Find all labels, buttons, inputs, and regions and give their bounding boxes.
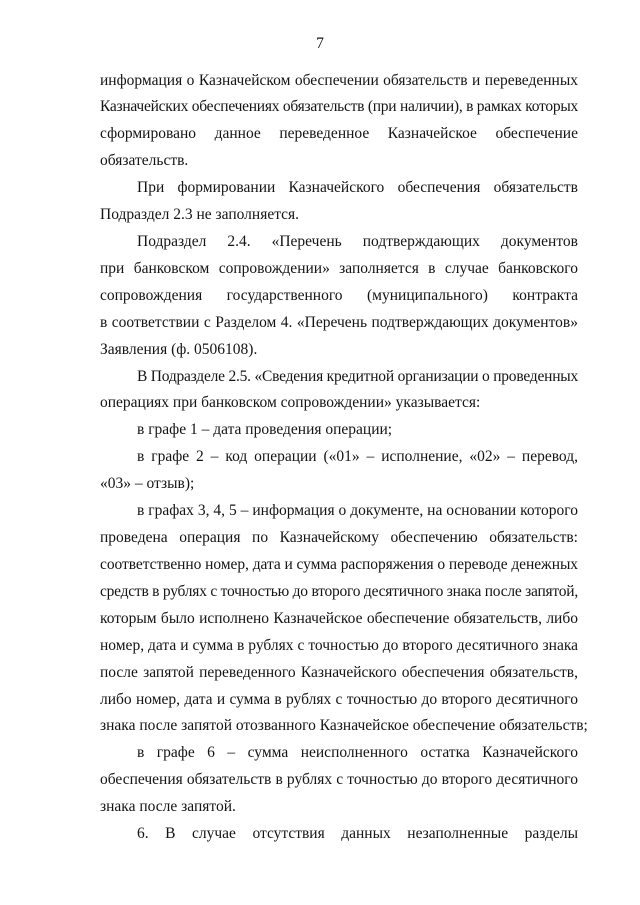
word: обеспечения	[397, 179, 481, 196]
text-line: средств в рублях с точностью до второго десятичного знака после запятой,	[100, 583, 578, 600]
text-line: информация о Казначейском обеспечении обязательств и переведенных	[100, 72, 578, 89]
text-line: в графе 2 – код операции («01» – исполнение, «02» – перевод,	[137, 448, 578, 465]
text-line	[100, 123, 578, 145]
page-number: 7	[316, 35, 324, 52]
word: Подраздел	[137, 233, 207, 250]
text-line: Казначейских обеспечениях обязательств (при наличии), в рамках которых	[100, 98, 578, 115]
text-line: в графе 6 – сумма неисполненного остатка Казначейского	[137, 744, 578, 761]
text-line: которым было исполнено Казначейское обеспечение обязательств, либо	[100, 610, 578, 627]
text-line: Подраздел 2.3 не заполняется.	[100, 206, 300, 223]
text-line: после запятой переведенного Казначейского обеспечения обязательств,	[100, 664, 578, 681]
text-line: знака после запятой отозванного Казначейское обеспечение обязательств;	[100, 717, 588, 734]
text-line	[137, 177, 578, 199]
text-line: в графе 1 – дата проведения операции;	[137, 421, 393, 438]
text-line: номер, дата и сумма в рублях с точностью до второго десятичного знака	[100, 637, 578, 654]
word: сопровождения	[100, 287, 203, 304]
word: незаполненные	[407, 825, 509, 842]
word: обеспечение	[495, 125, 578, 142]
text-line: соответственно номер, дата и сумма распоряжения о переводе денежных	[100, 556, 578, 573]
word: Казначейское	[387, 125, 477, 142]
word: сформировано	[100, 125, 197, 142]
word: «Перечень	[271, 233, 342, 250]
text-line: обязательств.	[100, 152, 189, 169]
word: случае	[192, 825, 236, 842]
word: При	[137, 179, 165, 196]
word: 2.4.	[227, 233, 251, 250]
text-line: обеспечения обязательств в рублях с точностью до второго десятичного	[100, 771, 578, 788]
text-line: при банковском сопровождении» заполняется в случае банковского	[100, 260, 578, 277]
word: В	[165, 825, 176, 842]
text-line: проведена операция по Казначейскому обеспечению обязательств:	[100, 529, 578, 546]
text-line: операциях при банковском сопровождении» указывается:	[100, 394, 481, 411]
word: государственного	[226, 287, 343, 304]
word: отсутствия	[252, 825, 325, 842]
word: разделы	[524, 825, 578, 842]
word: 6.	[137, 825, 149, 842]
word: переведенное	[279, 125, 370, 142]
word: формировании	[177, 179, 276, 196]
word: обязательств	[493, 179, 578, 196]
word: подтверждающих	[362, 233, 480, 250]
text-line	[137, 231, 578, 253]
word: данное	[214, 125, 261, 142]
word: данных	[341, 825, 391, 842]
word: (муниципального)	[367, 287, 488, 304]
text-line: в соответствии с Разделом 4. «Перечень подтверждающих документов»	[100, 314, 578, 331]
text-line: «03» – отзыв);	[100, 475, 195, 492]
word: контракта	[512, 287, 578, 304]
text-line: знака после запятой.	[100, 798, 236, 815]
text-line: в графах 3, 4, 5 – информация о документе, на основании которого	[137, 502, 578, 519]
text-line: Заявления (ф. 0506108).	[100, 341, 258, 358]
word: документов	[500, 233, 578, 250]
word: Казначейского	[288, 179, 385, 196]
text-line: либо номер, дата и сумма в рублях с точностью до второго десятичного	[100, 691, 578, 708]
text-line	[137, 823, 578, 845]
text-line	[100, 285, 578, 307]
text-line: В Подразделе 2.5. «Сведения кредитной организации о проведенных	[137, 368, 578, 385]
